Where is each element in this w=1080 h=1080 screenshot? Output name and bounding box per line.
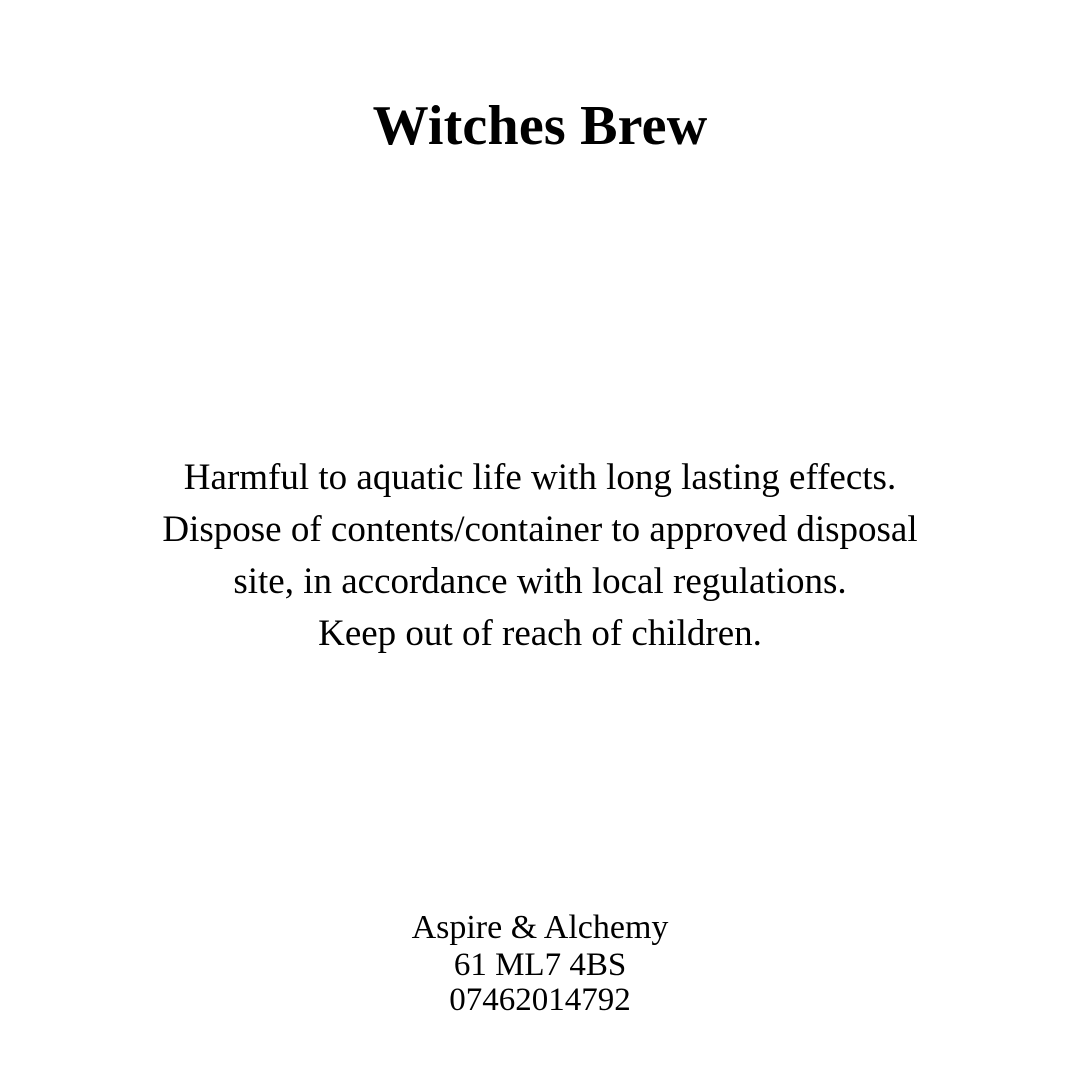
warning-line: Dispose of contents/container to approved disposal xyxy=(162,509,918,550)
warning-line: site, in accordance with local regulations. xyxy=(233,561,847,602)
page-title: Witches Brew xyxy=(372,95,708,157)
hazard-warning-text xyxy=(0,452,1080,660)
company-name: Aspire & Alchemy xyxy=(411,909,669,946)
company-address: 61 ML7 4BS xyxy=(453,947,627,983)
warning-line: Harmful to aquatic life with long lasting effects. xyxy=(183,457,897,498)
company-phone: 07462014792 xyxy=(449,982,631,1018)
manufacturer-details xyxy=(0,908,1080,1018)
warning-line: Keep out of reach of children. xyxy=(318,613,762,654)
